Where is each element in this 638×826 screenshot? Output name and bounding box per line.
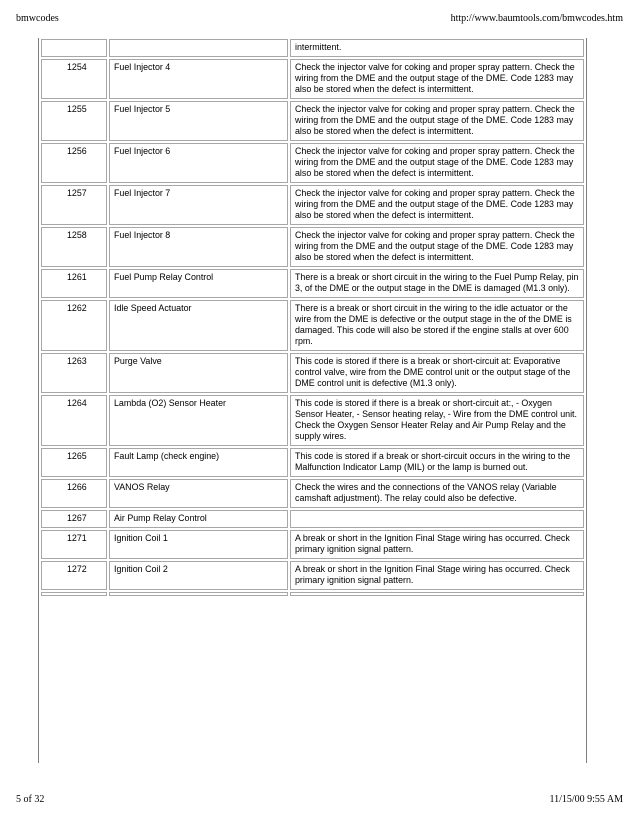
code-cell: 1254 (41, 59, 107, 99)
table-row (41, 101, 584, 141)
table-row (41, 143, 584, 183)
code-cell: 1266 (41, 479, 107, 508)
page-header-url: http://www.baumtools.com/bmwcodes.htm (450, 13, 623, 24)
name-cell: Purge Valve (109, 353, 288, 393)
empty-cell (290, 592, 584, 596)
description-cell: Check the wires and the connections of the VANOS relay (Variable camshaft adjustment). The relay could also be defective. (290, 479, 584, 508)
name-cell: Fuel Injector 8 (109, 227, 288, 267)
table-row (41, 530, 584, 559)
code-cell: 1272 (41, 561, 107, 590)
description-cell: Check the injector valve for coking and proper spray pattern. Check the wiring from the DME and the output stage of the DME. Code 1283 may also be stored when the defect is intermittent. (290, 227, 584, 267)
code-cell: 1255 (41, 101, 107, 141)
description-cell: Check the injector valve for coking and proper spray pattern. Check the wiring from the DME and the output stage of the DME. Code 1283 may also be stored when the defect is intermittent. (290, 59, 584, 99)
description-cell: A break or short in the Ignition Final Stage wiring has occurred. Check primary ignition signal pattern. (290, 530, 584, 559)
description-cell (290, 510, 584, 528)
code-cell: 1258 (41, 227, 107, 267)
code-cell: 1262 (41, 300, 107, 351)
code-cell: 1257 (41, 185, 107, 225)
table-row (41, 185, 584, 225)
description-cell: There is a break or short circuit in the wiring to the Fuel Pump Relay, pin 3, of the DME or the output stage in the DME is damaged (M1.3 only). (290, 269, 584, 298)
table-row-continued (41, 592, 584, 596)
name-cell: Fault Lamp (check engine) (109, 448, 288, 477)
description-cell: A break or short in the Ignition Final Stage wiring has occurred. Check primary ignition signal pattern. (290, 561, 584, 590)
fault-codes-table (39, 37, 586, 598)
table-row (41, 395, 584, 446)
table-row (41, 300, 584, 351)
description-cell: This code is stored if there is a break or short-circuit at:, - Oxygen Sensor Heater, - Sensor heating relay, - Wire from the DME control unit. Check the Oxygen Sensor Heater Relay and Air Pump Relay and the supply wires. (290, 395, 584, 446)
table-row (41, 448, 584, 477)
name-cell: Idle Speed Actuator (109, 300, 288, 351)
code-cell: 1271 (41, 530, 107, 559)
name-cell: Ignition Coil 2 (109, 561, 288, 590)
print-timestamp: 11/15/00 9:55 AM (549, 794, 623, 805)
name-cell: Fuel Injector 7 (109, 185, 288, 225)
codes-table-frame (38, 38, 587, 763)
table-row (41, 39, 584, 57)
name-cell (109, 39, 288, 57)
name-cell: Fuel Injector 6 (109, 143, 288, 183)
description-cell: This code is stored if there is a break or short-circuit at: Evaporative control valve, wire from the DME control unit or the output stage of the DME control unit is defective (M1.3 only). (290, 353, 584, 393)
name-cell: Ignition Coil 1 (109, 530, 288, 559)
table-row (41, 59, 584, 99)
page-number: 5 of 32 (16, 794, 45, 805)
code-cell: 1261 (41, 269, 107, 298)
page-header-title: bmwcodes (16, 13, 59, 24)
name-cell: Fuel Injector 4 (109, 59, 288, 99)
name-cell: Fuel Injector 5 (109, 101, 288, 141)
table-row (41, 227, 584, 267)
code-cell: 1265 (41, 448, 107, 477)
code-cell: 1263 (41, 353, 107, 393)
name-cell: Lambda (O2) Sensor Heater (109, 395, 288, 446)
description-cell: intermittent. (290, 39, 584, 57)
description-cell: Check the injector valve for coking and proper spray pattern. Check the wiring from the DME and the output stage of the DME. Code 1283 may also be stored when the defect is intermittent. (290, 143, 584, 183)
description-cell: There is a break or short circuit in the wiring to the idle actuator or the wire from the DME is defective or the output stage in the of the DME is damaged. This code will also be stored if the engine stalls at over 600 rpm. (290, 300, 584, 351)
code-cell: 1267 (41, 510, 107, 528)
table-row (41, 510, 584, 528)
table-row (41, 479, 584, 508)
description-cell: Check the injector valve for coking and proper spray pattern. Check the wiring from the DME and the output stage of the DME. Code 1283 may also be stored when the defect is intermittent. (290, 101, 584, 141)
table-row (41, 269, 584, 298)
code-cell: 1264 (41, 395, 107, 446)
table-row (41, 561, 584, 590)
table-row (41, 353, 584, 393)
code-cell (41, 39, 107, 57)
empty-cell (41, 592, 107, 596)
empty-cell (109, 592, 288, 596)
name-cell: Fuel Pump Relay Control (109, 269, 288, 298)
description-cell: Check the injector valve for coking and proper spray pattern. Check the wiring from the DME and the output stage of the DME. Code 1283 may also be stored when the defect is intermittent. (290, 185, 584, 225)
code-cell: 1256 (41, 143, 107, 183)
description-cell: This code is stored if a break or short-circuit occurs in the wiring to the Malfunction Indicator Lamp (MIL) or the lamp is burned out. (290, 448, 584, 477)
name-cell: Air Pump Relay Control (109, 510, 288, 528)
name-cell: VANOS Relay (109, 479, 288, 508)
